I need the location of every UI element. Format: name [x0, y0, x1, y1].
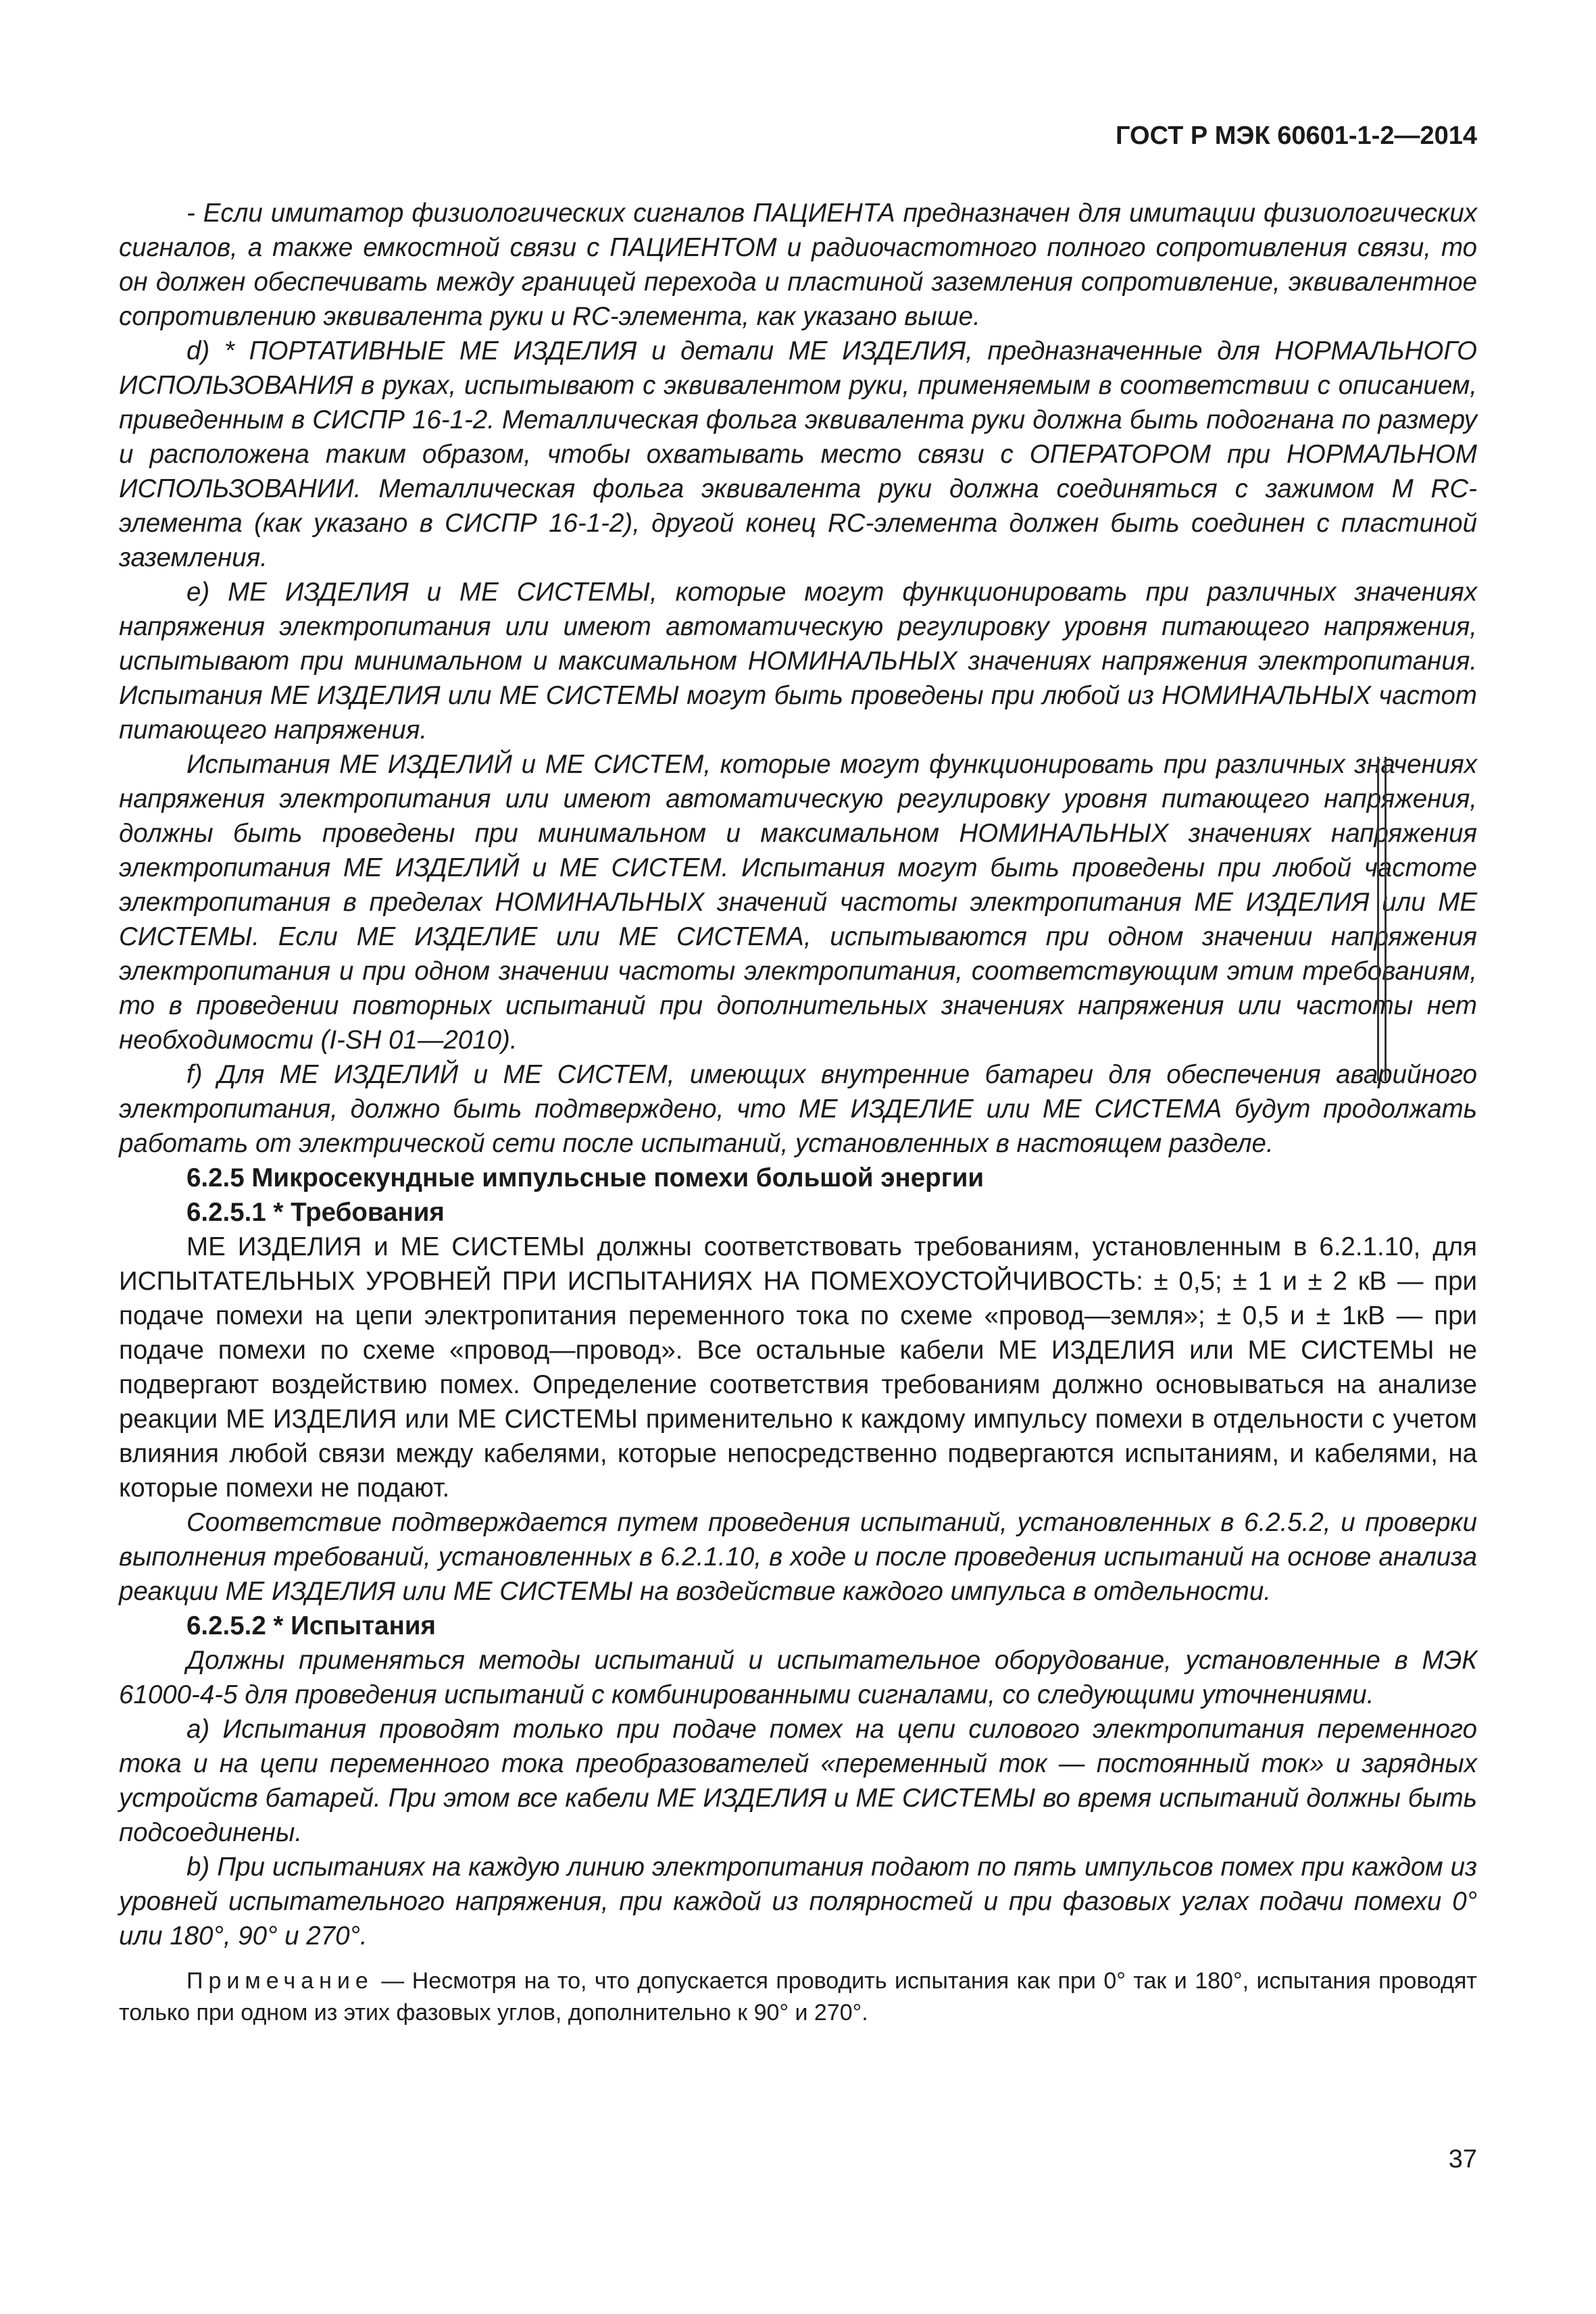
paragraph-compliance: Соответствие подтверждается путем проведения испытаний, установленных в 6.2.5.2, и проверки выполнения требований, установленных в 6.2.1.10, в ходе и после проведения испытаний на основе анализа реакции МЕ ИЗДЕЛИЯ или МЕ СИСТЕМЫ на воздействие каждого импульса в отдельности.: [119, 1508, 1477, 1606]
note: [119, 1965, 1477, 2029]
section-heading-6-2-5: 6.2.5 Микросекундные импульсные помехи большой энергии: [186, 1163, 984, 1192]
paragraph-test-methods: Должны применяться методы испытаний и испытательное оборудование, установленные в МЭК 61000-4-5 для проведения испытаний с комбинированными сигналами, со следующими уточнениями.: [119, 1646, 1477, 1709]
page-number: 37: [1448, 2145, 1477, 2173]
paragraph-voltage-tests: Испытания МЕ ИЗДЕЛИЙ и МЕ СИСТЕМ, которые могут функционировать при различных значениях напряжения электропитания или имеют автоматическую регулировку уровня питающего напряжения, должны быть проведены при минимальном и максимальном НОМИНАЛЬНЫХ значениях напряжения электропитания МЕ ИЗДЕЛИЙ и МЕ СИСТЕМ. Испытания могут быть проведены при любой частоте электропитания в пределах НОМИНАЛЬНЫХ значений частоты электропитания МЕ ИЗДЕЛИЯ или МЕ СИСТЕМЫ. Если МЕ ИЗДЕЛИЕ или МЕ СИСТЕМА, испытываются при одном значении напряжения электропитания и при одном значении частоты электропитания, соответствующим этим требованиям, то в проведении повторных испытаний при дополнительных значениях напряжения или частоты нет необходимости (I-SH 01—2010).: [119, 750, 1477, 1055]
paragraph-item-f: f) Для МЕ ИЗДЕЛИЙ и МЕ СИСТЕМ, имеющих внутренние батареи для обеспечения аварийного электропитания, должно быть подтверждено, что МЕ ИЗДЕЛИЕ или МЕ СИСТЕМА будут продолжать работать от электрической сети после испытаний, установленных в настоящем разделе.: [119, 1060, 1477, 1158]
standard-code: ГОСТ Р МЭК 60601-1-2—2014: [1116, 122, 1477, 150]
document-page: [119, 0, 1477, 2314]
paragraph-requirements: МЕ ИЗДЕЛИЯ и МЕ СИСТЕМЫ должны соответствовать требованиям, установленным в 6.2.1.10, для ИСПЫТАТЕЛЬНЫХ УРОВНЕЙ ПРИ ИСПЫТАНИЯХ НА ПОМЕХОУСТОЙЧИВОСТЬ: ± 0,5; ± 1 и ± 2 кВ — при подаче помехи на цепи электропитания переменного тока по схеме «провод—земля»; ± 0,5 и ± 1кВ — при подаче помехи по схеме «провод—провод». Все остальные кабели МЕ ИЗДЕЛИЯ или МЕ СИСТЕМЫ не подвергают воздействию помех. Определение соответствия требованиям должно основываться на анализе реакции МЕ ИЗДЕЛИЯ или МЕ СИСТЕМЫ применительно к каждому импульсу помехи в отдельности с учетом влияния любой связи между кабелями, которые непосредственно подвергаются испытаниям, и кабелями, на которые помехи не подают.: [119, 1232, 1477, 1503]
document-body: [119, 196, 1477, 2029]
paragraph-item-d: d) * ПОРТАТИВНЫЕ МЕ ИЗДЕЛИЯ и детали МЕ ИЗДЕЛИЯ, предназначенные для НОРМАЛЬНОГО ИСПОЛЬЗОВАНИЯ в руках, испытывают с эквивалентом руки, применяемым в соответствии с описанием, приведенным в СИСПР 16-1-2. Металлическая фольга эквивалента руки должна быть подогнана по размеру и расположена таким образом, чтобы охватывать место связи с ОПЕРАТОРОМ при НОРМАЛЬНОМ ИСПОЛЬЗОВАНИИ. Металлическая фольга эквивалента руки должна соединяться с зажимом M RC-элемента (как указано в СИСПР 16-1-2), другой конец RC-элемента должен быть соединен с пластиной заземления.: [119, 336, 1477, 572]
change-bar: [1377, 757, 1387, 1081]
paragraph-patient-simulator: - Если имитатор физиологических сигналов ПАЦИЕНТА предназначен для имитации физиологических сигналов, а также емкостной связи с ПАЦИЕНТОМ и радиочастотного полного сопротивления связи, то он должен обеспечивать между границей перехода и пластиной заземления сопротивление, эквивалентное сопротивлению эквивалента руки и RC-элемента, как указано выше.: [119, 199, 1477, 331]
section-heading-6-2-5-2: 6.2.5.2 * Испытания: [186, 1611, 436, 1640]
paragraph-item-a: a) Испытания проводят только при подаче помех на цепи силового электропитания переменного тока и на цепи переменного тока преобразователей «переменный ток — постоянный ток» и зарядных устройств батарей. При этом все кабели МЕ ИЗДЕЛИЯ и МЕ СИСТЕМЫ во время испытаний должны быть подсоединены.: [119, 1715, 1477, 1847]
paragraph-item-b: b) При испытаниях на каждую линию электропитания подают по пять импульсов помех при каждом из уровней испытательного напряжения, при каждой из полярностей и при фазовых углах подачи помехи 0° или 180°, 90° и 270°.: [119, 1853, 1477, 1951]
section-heading-6-2-5-1: 6.2.5.1 * Требования: [186, 1198, 445, 1227]
paragraph-item-e: e) МЕ ИЗДЕЛИЯ и МЕ СИСТЕМЫ, которые могут функционировать при различных значениях напряжения электропитания или имеют автоматическую регулировку уровня питающего напряжения, испытывают при минимальном и максимальном НОМИНАЛЬНЫХ значениях напряжения электропитания. Испытания МЕ ИЗДЕЛИЯ или МЕ СИСТЕМЫ могут быть проведены при любой из НОМИНАЛЬНЫХ частот питающего напряжения.: [119, 578, 1477, 745]
note-text: — Несмотря на то, что допускается проводить испытания как при 0° так и 180°, испытания проводят только при одном из этих фазовых углов, дополнительно к 90° и 270°.: [119, 1968, 1477, 2026]
note-label: Примечание: [186, 1968, 374, 1994]
